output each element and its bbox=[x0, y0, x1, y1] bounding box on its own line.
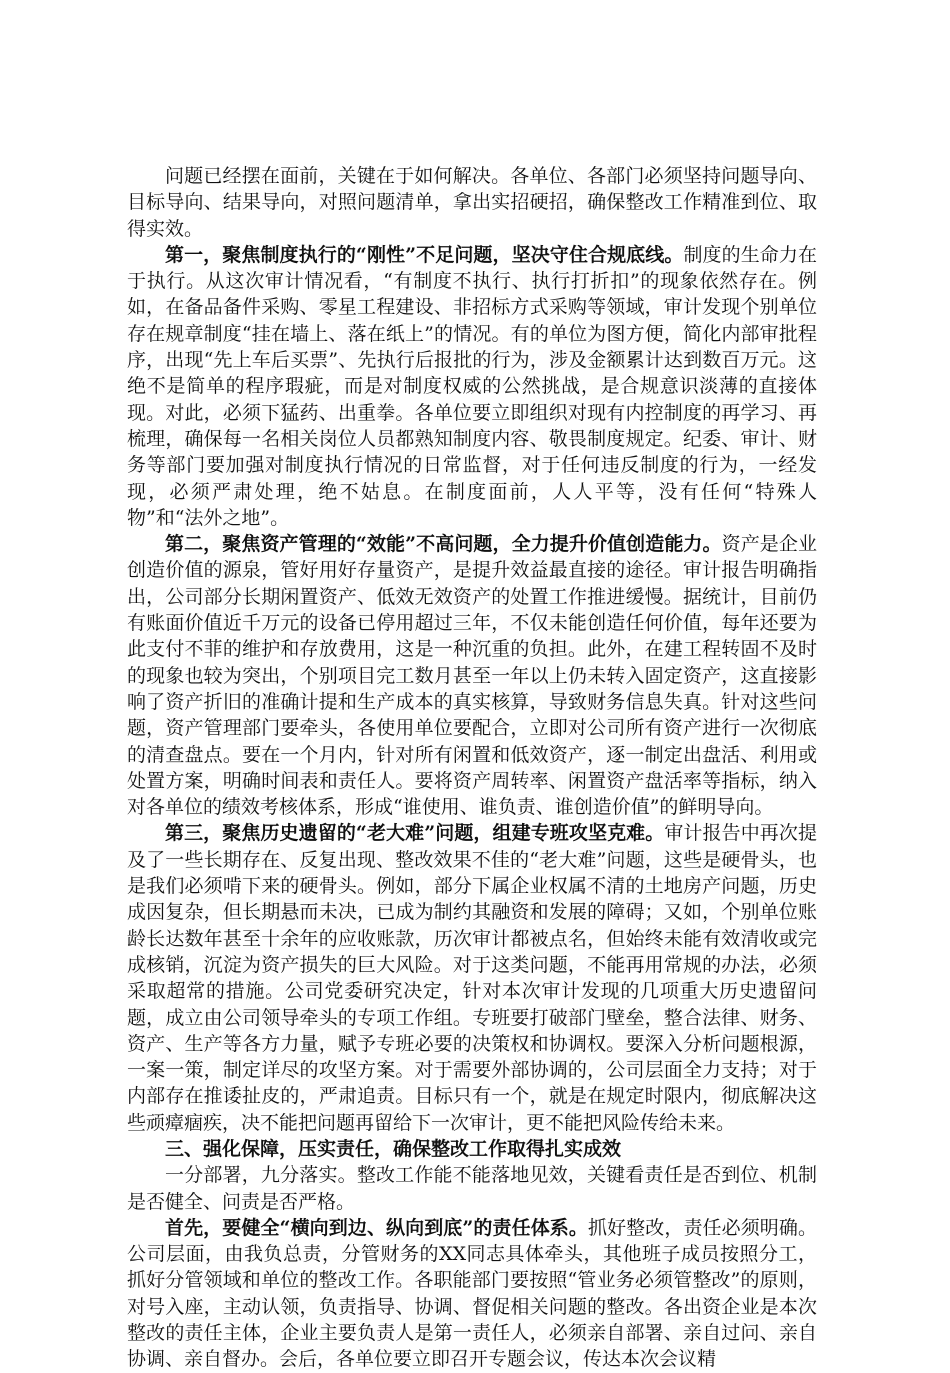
paragraph-text: 资产是企业创造价值的源泉，管好用好存量资产，是提升效益最直接的途径。审计报告明确指出，公司部分长期闲置资产、低效无效资产的处置工作推进缓慢。据统计，目前仍有账面价值近千万元的设备已停用超过三年，不仅未能创造任何价值，每年还要为此支付不菲的维护和存放费用，这是一种沉重的负担。此外，在建工程转固不及时的现象也较为突出，个别项目完工数月甚至一年以上仍未转入固定资产，这直接影响了资产折旧的准确计提和生产成本的真实核算，导致财务信息失真。针对这些问题，资产管理部门要牵头，各使用单位要配合，立即对公司所有资产进行一次彻底的清查盘点。要在一个月内，针对所有闲置和低效资产，逐一制定出盘活、利用或处置方案，明确时间表和责任人。要将资产周转率、闲置资产盘活率等指标，纳入对各单位的绩效考核体系，形成“谁使用、谁负责、谁创造价值”的鲜明导向。 bbox=[127, 533, 817, 819]
paragraph-lead: 首先，要健全“横向到边、纵向到底”的责任体系。 bbox=[165, 1216, 588, 1239]
paragraph-text: 制度的生命力在于执行。从这次审计情况看，“有制度不执行、执行打折扣”的现象依然存在。例如，在备品备件采购、零星工程建设、非招标方式采购等领域，审计发现个别单位存在规章制度“挂在墙上、落在纸上”的情况。有的单位为图方便，简化内部审批程序，出现“先上车后买票”、先执行后报批的行为，涉及金额累计达到数百万元。这绝不是简单的程序瑕疵，而是对制度权威的公然挑战，是合规意识淡薄的直接体现。对此，必须下猛药、出重拳。各单位要立即组织对现有内控制度的再学习、再梳理，确保每一名相关岗位人员都熟知制度内容、敬畏制度规定。纪委、审计、财务等部门要加强对制度执行情况的日常监督，对于任何违反制度的行为，一经发现，必须严肃处理，绝不姑息。在制度面前，人人平等，没有任何“特殊人物”和“法外之地”。 bbox=[127, 243, 817, 529]
paragraph-responsibility-system bbox=[127, 1215, 817, 1373]
paragraph-lead: 第三，聚焦历史遗留的“老大难”问题，组建专班攻坚克难。 bbox=[165, 822, 665, 845]
paragraph-second-point bbox=[127, 531, 817, 820]
paragraph-text: 一分部署，九分落实。整改工作能不能落地见效，关键看责任是否到位、机制是否健全、问责是否严格。 bbox=[127, 1164, 817, 1213]
paragraph-third-point bbox=[127, 820, 817, 1136]
document-page bbox=[127, 163, 817, 1373]
paragraph-text: 审计报告中再次提及了一些长期存在、反复出现、整改效果不佳的“老大难”问题，这些是硬骨头，也是我们必须啃下来的硬骨头。例如，部分下属企业权属不清的土地房产问题，历史成因复杂，但长期悬而未决，已成为制约其融资和发展的障碍；又如，个别单位账龄长达数年甚至十余年的应收账款，历次审计都被点名，但始终未能有效清收或完成核销，沉淀为资产损失的巨大风险。对于这类问题，不能再用常规的办法，必须采取超常的措施。公司党委研究决定，针对本次审计发现的几项重大历史遗留问题，成立由公司领导牵头的专项工作组。专班要打破部门壁垒，整合法律、财务、资产、生产等各方力量，赋予专班必要的决策权和协调权。要深入分析问题根源，一案一策，制定详尽的攻坚方案。对于需要外部协调的，公司层面全力支持；对于内部存在推诿扯皮的，严肃追责。目标只有一个，就是在规定时限内，彻底解决这些顽瘴痼疾，决不能把问题再留给下一次审计，更不能把风险传给未来。 bbox=[127, 822, 817, 1134]
paragraph-first-point bbox=[127, 242, 817, 531]
paragraph-intro bbox=[127, 163, 817, 242]
paragraph-section-intro bbox=[127, 1162, 817, 1215]
paragraph-lead: 第一，聚焦制度执行的“刚性”不足问题，坚决守住合规底线。 bbox=[165, 243, 684, 266]
paragraph-text: 抓好整改，责任必须明确。公司层面，由我负总责，分管财务的XX同志具体牵头，其他班子成员按照分工，抓好分管领域和单位的整改工作。各职能部门要按照“管业务必须管整改”的原则，对号入座，主动认领，负责指导、协调、督促相关问题的整改。各出资企业是本次整改的责任主体，企业主要负责人是第一责任人，必须亲自部署、亲自过问、亲自协调、亲自督办。会后，各单位要立即召开专题会议，传达本次会议精 bbox=[127, 1216, 817, 1371]
paragraph-text: 问题已经摆在面前，关键在于如何解决。各单位、各部门必须坚持问题导向、目标导向、结果导向，对照问题清单，拿出实招硬招，确保整改工作精准到位、取得实效。 bbox=[127, 165, 817, 240]
section-heading: 三、强化保障，压实责任，确保整改工作取得扎实成效 bbox=[165, 1137, 622, 1160]
paragraph-lead: 第二，聚焦资产管理的“效能”不高问题，全力提升价值创造能力。 bbox=[165, 533, 722, 556]
